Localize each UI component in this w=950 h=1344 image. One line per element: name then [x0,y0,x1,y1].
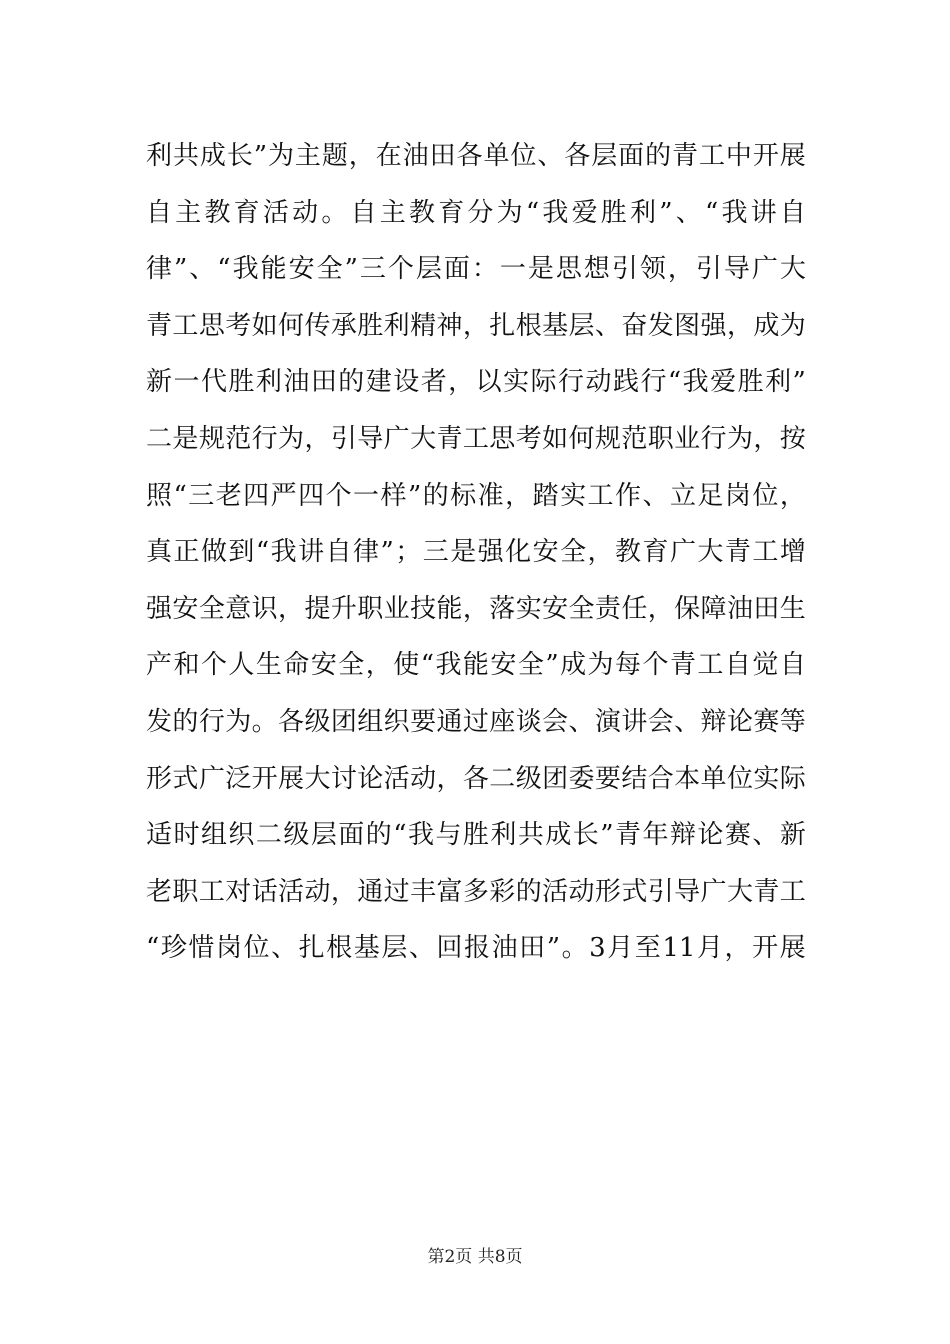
text-line: 产 和 个 人 生 命 安 全 ， 使 “ 我 能 安 全 ” 成 为 每 个 青 工 自 觉 自 [146,650,806,681]
text-line: 利 共 成 长 ” 为 主 题 ， 在 油 田 各 单 位 、 各 层 面 的 青 工 中 开 展 [146,141,806,171]
text-line: 青 工 思 考 如 何 传 承 胜 利 精 神 ， 扎 根 基 层 、 奋 发 图 强 ， 成 为 [146,310,806,341]
text-line: 新 一 代 胜 利 油 田 的 建 设 者 ， 以 实 际 行 动 践 行 “ 我 爱 胜 利 ” [146,367,806,398]
text-line: 真 正 做 到 “ 我 讲 自 律 ” ； 三 是 强 化 安 全 ， 教 育 广 大 青 工 增 [146,537,806,568]
text-line: 自 主 教 育 活 动 。 自 主 教 育 分 为 “ 我 爱 胜 利 ” 、 “ 我 讲 自 [146,197,806,228]
body-text [146,128,806,977]
text-line: 照 “ 三 老 四 严 四 个 一 样 ” 的 标 准 ， 踏 实 工 作 、 立 足 岗 位 ， [146,480,806,511]
page-footer: 第2页 共8页 [427,1247,523,1267]
text-line: 二 是 规 范 行 为 ， 引 导 广 大 青 工 思 考 如 何 规 范 职 业 行 为 ， 按 [146,423,806,454]
text-line: 律 ” 、 “ 我 能 安 全 ” 三 个 层 面 ： 一 是 思 想 引 领 ， 引 导 广 大 [146,254,806,285]
text-line: “ 珍 惜 岗 位 、 扎 根 基 层 、 回 报 油 田 ” 。 3 月 至 11 月 ， 开 展 [146,933,806,964]
text-line: 老 职 工 对 话 活 动 ， 通 过 丰 富 多 彩 的 活 动 形 式 引 导 广 大 青 工 [146,876,806,907]
text-line: 发 的 行 为 。 各 级 团 组 织 要 通 过 座 谈 会 、 演 讲 会 、 辩 论 赛 等 [146,706,806,737]
text-line: 形 式 广 泛 开 展 大 讨 论 活 动 ， 各 二 级 团 委 要 结 合 本 单 位 实 际 [146,763,806,794]
text-line: 强 安 全 意 识 ， 提 升 职 业 技 能 ， 落 实 安 全 责 任 ， 保 障 油 田 生 [146,593,806,624]
text-line: 适 时 组 织 二 级 层 面 的 “ 我 与 胜 利 共 成 长 ” 青 年 辩 论 赛 、 新 [146,820,806,851]
